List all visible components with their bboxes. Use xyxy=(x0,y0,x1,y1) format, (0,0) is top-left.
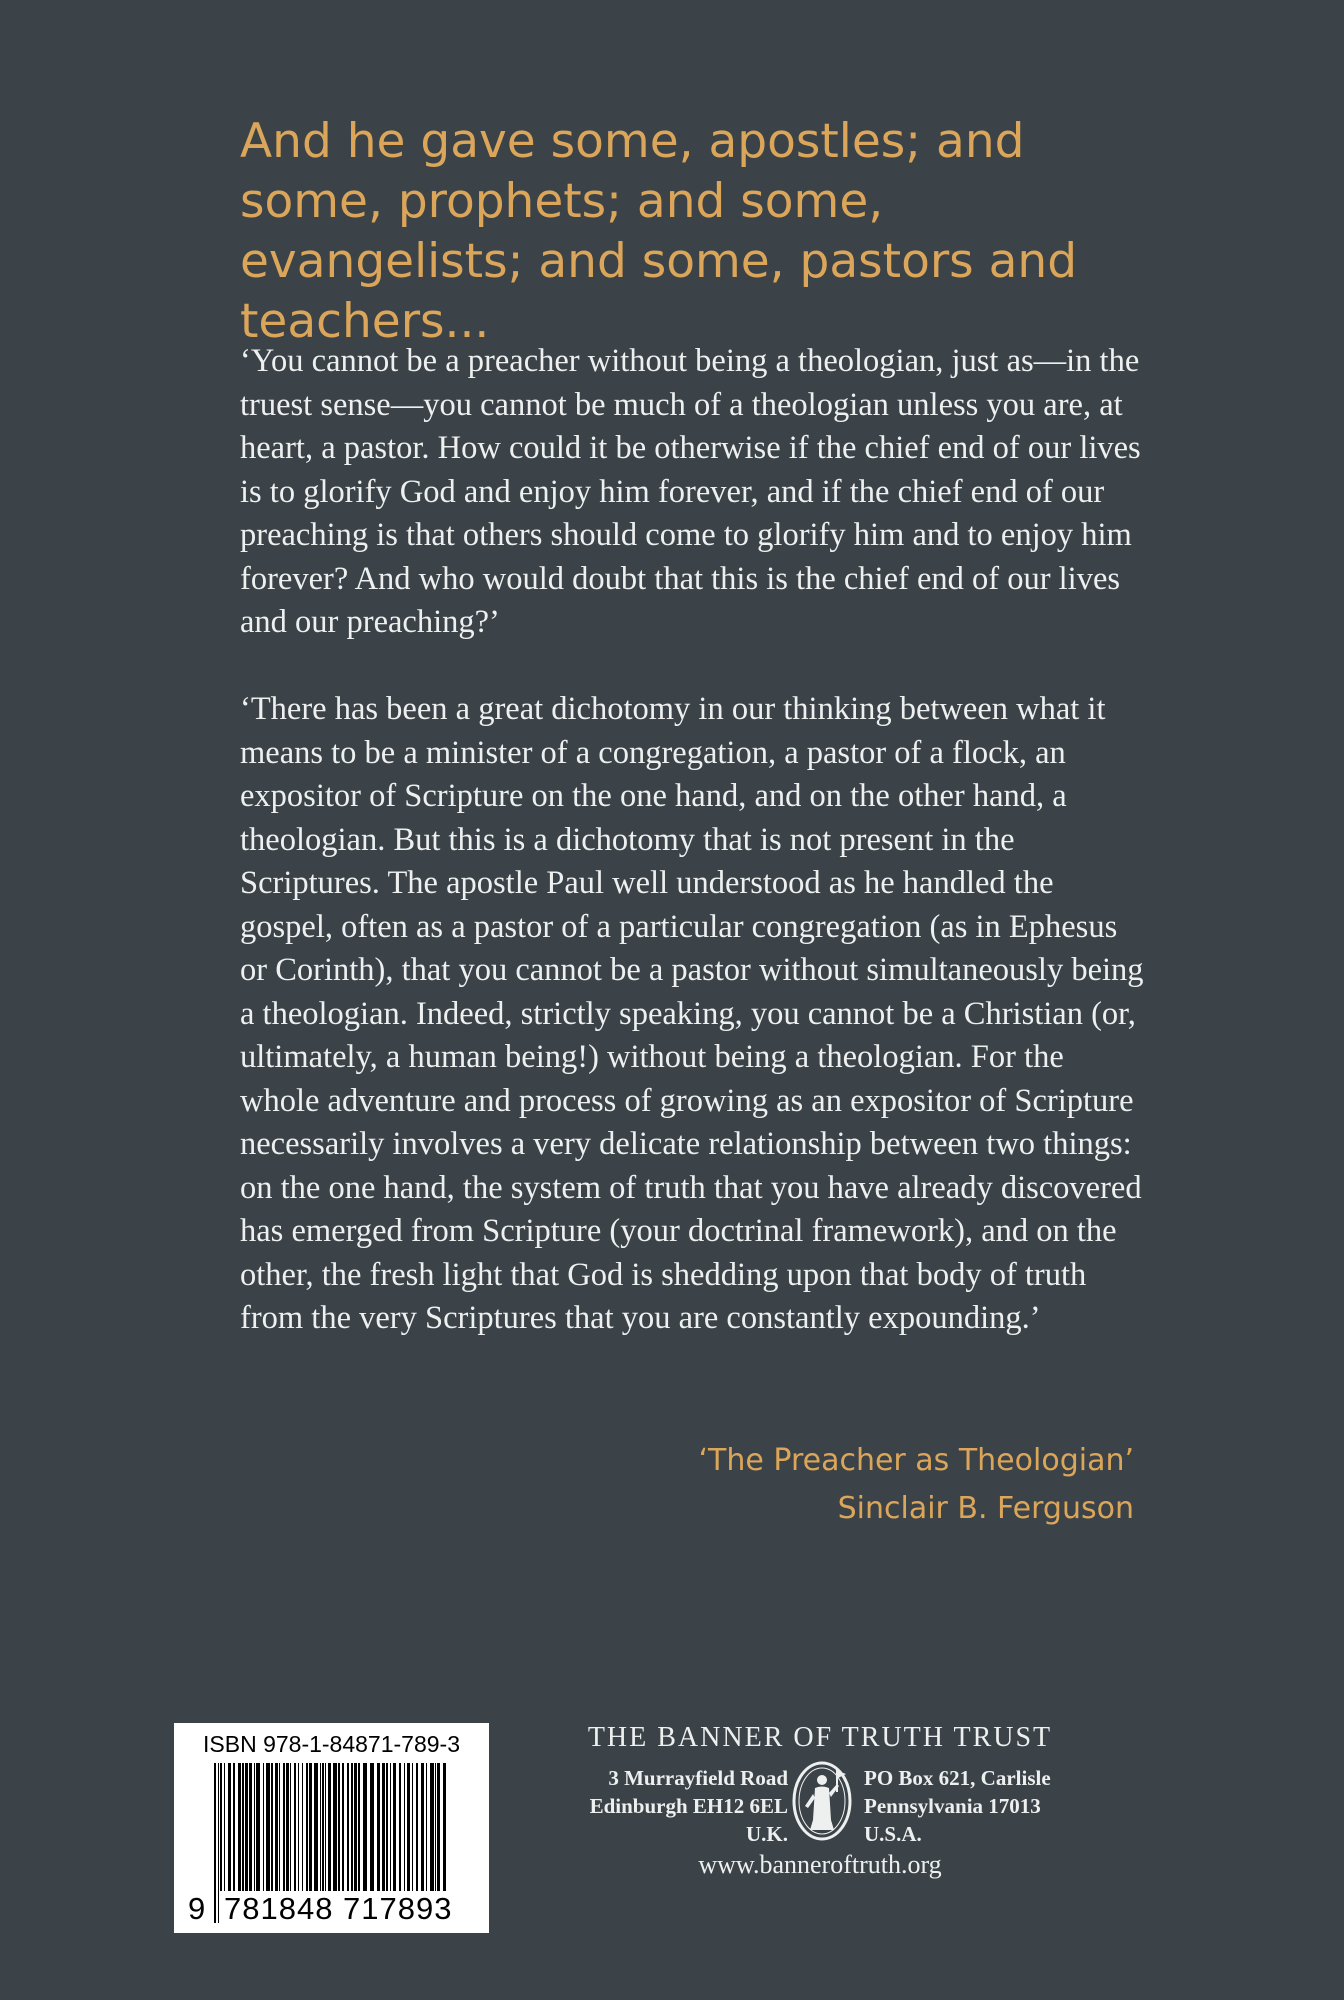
barcode-bar xyxy=(256,1763,260,1891)
barcode-bar xyxy=(358,1763,360,1891)
barcode-bar xyxy=(421,1763,424,1891)
barcode-bar xyxy=(338,1763,340,1891)
barcode-bar xyxy=(309,1763,312,1891)
barcode-bar xyxy=(294,1763,296,1891)
barcode-bar xyxy=(386,1763,388,1891)
barcode-digits-right: 717893 xyxy=(343,1891,453,1926)
barcode-bar xyxy=(249,1763,252,1891)
barcode-bar xyxy=(306,1763,308,1891)
barcode-bar xyxy=(426,1763,427,1891)
address-us-line: PO Box 621, Carlisle xyxy=(864,1766,1051,1790)
barcode-bar xyxy=(275,1763,278,1891)
address-uk-line: U.K. xyxy=(746,1822,788,1846)
barcode-bar xyxy=(370,1763,374,1891)
barcode-bar xyxy=(238,1763,241,1891)
barcode-bar xyxy=(437,1763,440,1891)
barcode-bar xyxy=(228,1763,231,1891)
barcode-bar xyxy=(266,1763,270,1891)
barcode-bar xyxy=(347,1763,349,1891)
barcode-bar xyxy=(351,1763,353,1891)
barcode-bar xyxy=(363,1763,367,1891)
publisher-name: THE BANNER OF TRUTH TRUST xyxy=(587,1722,1053,1753)
barcode-bar xyxy=(220,1763,222,1891)
barcode-bar xyxy=(218,1763,219,1923)
address-uk xyxy=(590,1764,788,1848)
attribution-author: Sinclair B. Ferguson xyxy=(837,1491,1134,1526)
barcode-bar xyxy=(430,1763,434,1891)
attribution-title: ‘The Preacher as Theologian’ xyxy=(698,1443,1134,1478)
barcode-bar xyxy=(271,1763,273,1891)
barcode-bar xyxy=(393,1763,396,1891)
barcode-bar xyxy=(407,1763,410,1891)
barcode-bar xyxy=(254,1763,255,1891)
barcode-bar xyxy=(435,1763,436,1891)
address-us xyxy=(864,1764,1051,1848)
barcode-bar xyxy=(399,1763,401,1891)
barcode-bar xyxy=(382,1763,385,1891)
barcode-bar xyxy=(390,1763,391,1891)
attribution xyxy=(699,1437,1134,1533)
address-us-line: Pennsylvania 17013 xyxy=(864,1794,1041,1818)
barcode-bar xyxy=(214,1763,216,1923)
barcode-bar xyxy=(286,1763,289,1891)
barcode-bar xyxy=(298,1763,299,1891)
quote-paragraph-1: ‘You cannot be a preacher without being a theologian, just as—in the truest sense—you cannot be much of a theologian unless you are, at heart, a pastor. How could it be otherwise if the chief end of our lives is to glorify God and enjoy him forever, and if the chief end of our preaching is that others should come to glorify him and to enjoy him forever? And who would doubt that this is the chief end of our lives and our preaching?’ xyxy=(240,343,1141,640)
barcode-bar xyxy=(354,1763,357,1891)
barcode-digit-first: 9 xyxy=(188,1891,207,1926)
barcode-bar xyxy=(404,1763,405,1891)
barcode-bar xyxy=(314,1763,318,1891)
barcode-bar xyxy=(233,1763,235,1891)
barcode-bar xyxy=(342,1763,344,1891)
quote-paragraph-2: ‘There has been a great dichotomy in our thinking between what it means to be a minister of a congregation, a pastor of a flock, an expositor of Scripture on the one hand, and on the other hand, a theologian. But this is a dichotomy that is not present in the Scriptures. The apostle Paul well understood as he handled the gospel, often as a pastor of a particular congregation (as in Ephesus or Corinth), that you cannot be a pastor without simultaneously being a theologian. Indeed, strictly speaking, you cannot be a Christian (or, ultimately, a human being!) without being a theologian. For the whole adventure and process of growing as an expositor of Scripture necessarily involves a very delicate relationship between two things: on the one hand, the system of truth that you have already discovered has emerged from Scripture (your doctrinal framework), and on the other, the fresh light that God is shedding upon that body of truth from the very Scriptures that you are constantly expounding.’ xyxy=(240,691,1144,1336)
barcode-bar xyxy=(416,1763,418,1891)
headline-verse: And he gave some, apostles; and some, prophets; and some, evangelists; and some, pastors and teachers... xyxy=(240,114,1078,349)
publisher-website: www.banneroftruth.org xyxy=(698,1850,942,1879)
barcode-bar xyxy=(290,1763,291,1891)
barcode-bar xyxy=(333,1763,337,1891)
barcode-bar xyxy=(283,1763,285,1891)
barcode-bar xyxy=(302,1763,303,1891)
isbn-number: ISBN 978-1-84871-789-3 xyxy=(203,1731,460,1757)
address-us-line: U.S.A. xyxy=(864,1822,922,1846)
address-uk-line: 3 Murrayfield Road xyxy=(608,1766,788,1790)
barcode-bar xyxy=(320,1763,321,1891)
barcode-bar xyxy=(245,1763,248,1891)
barcode-bar xyxy=(377,1763,380,1891)
barcode-digits-left: 781848 xyxy=(224,1891,334,1926)
barcode-bar xyxy=(279,1763,280,1891)
address-uk-line: Edinburgh EH12 6EL xyxy=(589,1794,788,1818)
barcode-bar xyxy=(412,1763,413,1891)
barcode-bar xyxy=(263,1763,264,1891)
barcode-bar xyxy=(242,1763,244,1891)
barcode-bar xyxy=(224,1763,225,1891)
isbn-barcode xyxy=(174,1723,489,1933)
banner-of-truth-logo-icon xyxy=(791,1760,853,1842)
